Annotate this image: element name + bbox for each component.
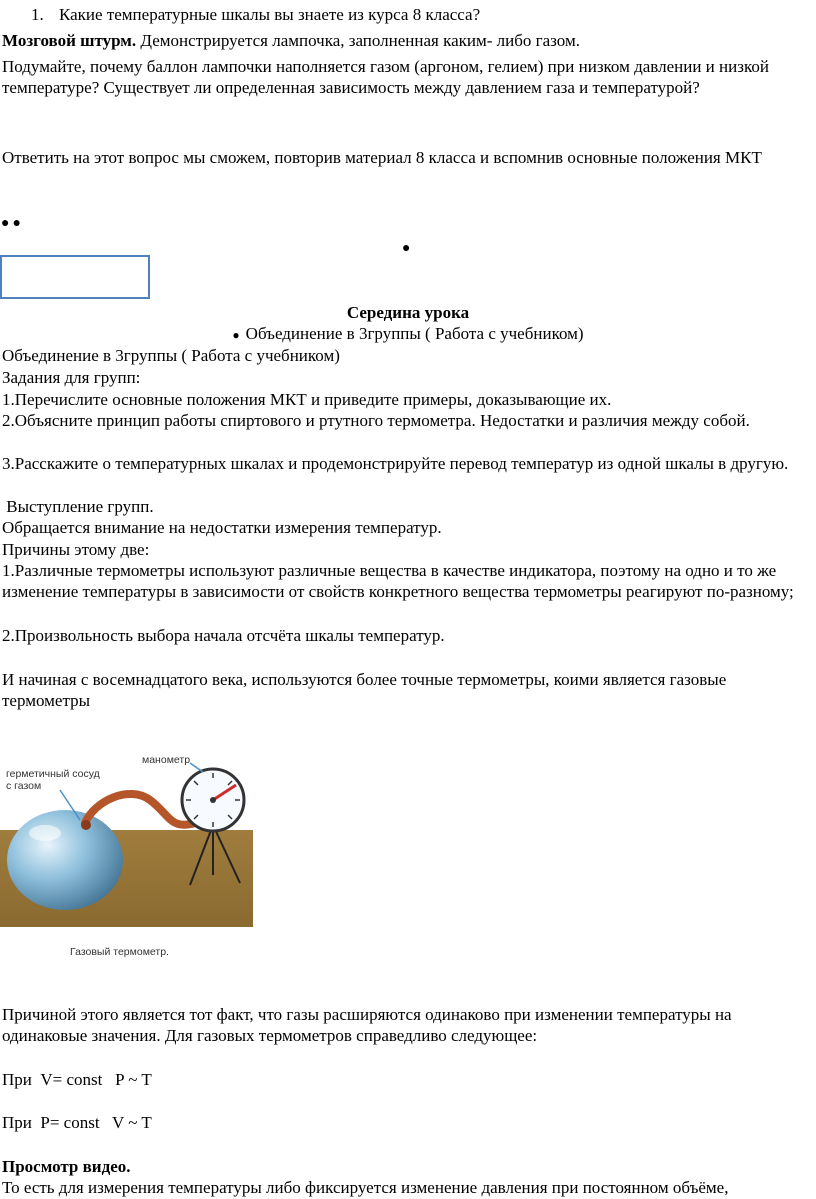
answer-intro: Ответить на этот вопрос мы сможем, повторив материал 8 класса и вспомнив основные положения МКТ [2,148,762,167]
reason-2: 2.Произвольность выбора начала отсчёта шкалы температур. [2,626,445,645]
task-1: 1.Перечислите основные положения МКТ и приведите примеры, доказывающие их. [2,390,612,409]
reason-1: 1.Различные термометры используют различные вещества в качестве индикатора, поэтому на одно и то же изменение температуры в зависимости от свойств конкретного вещества термометры реагируют по-разному; [2,561,794,601]
vessel-label: герметичный сосуд с газом [6,768,100,792]
last-line: То есть для измерения температуры либо фиксируется изменение давления при постоянном объёме, [2,1178,729,1197]
gas-thermometer-figure [0,745,256,960]
attention-line: Обращается внимание на недостатки измерения температур. [2,518,442,537]
reason-fact: Причиной этого является тот факт, что газы расширяются одинаково при изменении температуры на одинаковые значения. Для газовых термометров справедливо следующее: [2,1005,732,1045]
task-3: 3.Расскажите о температурных шкалах и продемонстрируйте перевод температур из одной шкалы в другую. [2,454,789,473]
bullet-dots: ●● [1,216,24,231]
video-heading: Просмотр видео. [2,1157,131,1176]
figure-caption: Газовый термометр. [70,946,169,958]
section-title: Середина урока [346,303,470,322]
bullet-group-text: Объединение в 3группы ( Работа с учебником) [245,324,584,343]
group-join: Объединение в 3группы ( Работа с учебником) [2,346,340,365]
gas-thermometer-intro: И начиная с восемнадцатого века, используются более точные термометры, коими является газовые термометры [2,670,727,710]
groups-perform: Выступление групп. [2,497,154,516]
lamp-question: Подумайте, почему баллон лампочки наполняется газом (аргоном, гелием) при низком давлении и низкой температуре? Существует ли определенная зависимость между давлением газа и температурой? [2,57,769,97]
bullet-icon: ● [232,327,240,342]
reasons-header: Причины этому две: [2,540,150,559]
empty-text-box [0,255,150,299]
law-constant-volume: При V= const P ~ T [2,1070,152,1089]
manometer-label: манометр [142,754,191,766]
tasks-header: Задания для групп: [2,368,141,387]
brainstorm-line [2,30,812,51]
law-constant-pressure: При P= const V ~ T [2,1113,152,1132]
bullet-dot: ● [402,241,411,256]
brainstorm-text: Демонстрируется лампочка, заполненная каким- либо газом. [136,31,580,50]
question-1 [31,4,816,25]
task-2: 2.Объясните принцип работы спиртового и ртутного термометра. Недостатки и различия между собой. [2,411,750,430]
question-1-number: 1. [31,5,44,24]
bullet-group-item [0,323,816,346]
brainstorm-label: Мозговой штурм. [2,31,137,50]
gas-vessel [7,810,123,910]
question-1-text: Какие температурные шкалы вы знаете из курса 8 класса? [59,5,481,24]
